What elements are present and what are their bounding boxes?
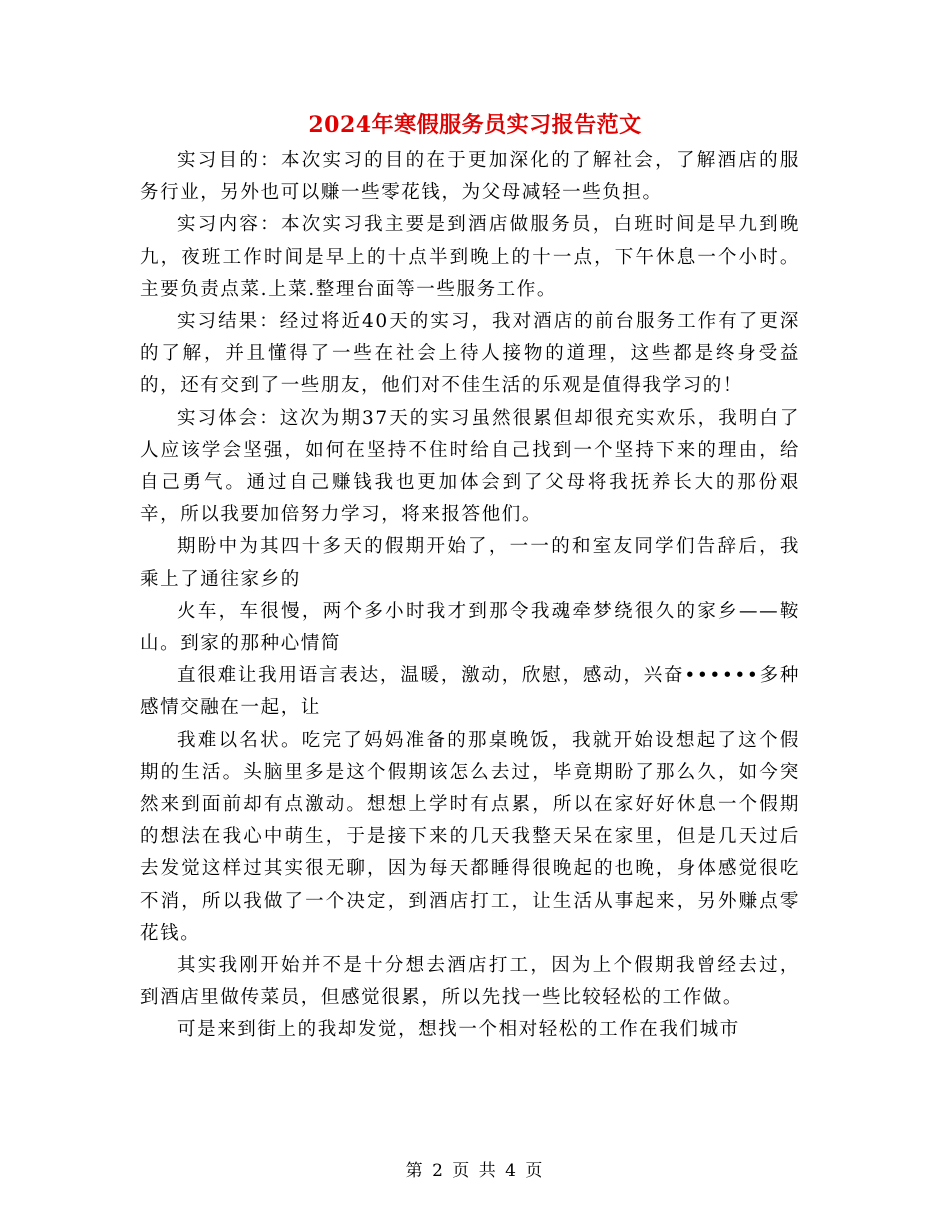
paragraph-content: 实习内容：本次实习我主要是到酒店做服务员，白班时间是早九到晚九，夜班工作时间是早上的十点半到晚上的十一点，下午休息一个小时。主要负责点菜.上菜.整理台面等一些服务工作。 (140, 214, 800, 300)
document-body (140, 145, 800, 1047)
paragraph-holiday-start: 期盼中为其四十多天的假期开始了，一一的和室友同学们告辞后，我乘上了通往家乡的 (140, 536, 800, 590)
paragraph-reflection: 实习体会：这次为期37天的实习虽然很累但却很充实欢乐，我明白了人应该学会坚强，如何在坚持不住时给自己找到一个坚持下来的理由，给自己勇气。通过自己赚钱我也更加体会到了父母将我抚养长大的那份艰辛，所以我要加倍努力学习，将来报答他们。 (140, 407, 800, 526)
paragraph-street-search: 可是来到街上的我却发觉，想找一个相对轻松的工作在我们城市 (177, 1019, 740, 1041)
paragraph-feelings: 直很难让我用语言表达，温暖，激动，欣慰，感动，兴奋••••••多种感情交融在一起，让 (140, 665, 800, 719)
document-title: 2024年寒假服务员实习报告范文 (308, 112, 642, 138)
paragraph-train: 火车，车很慢，两个多小时我才到那令我魂牵梦绕很久的家乡——鞍山。到家的那种心情简 (140, 600, 800, 655)
paragraph-purpose: 实习目的：本次实习的目的在于更加深化的了解社会，了解酒店的服务行业，另外也可以赚一些零花钱，为父母减轻一些负担。 (140, 150, 800, 204)
paragraph-hotel-work: 其实我刚开始并不是十分想去酒店打工，因为上个假期我曾经去过，到酒店里做传菜员，但感觉很累，所以先找一些比较轻松的工作做。 (140, 955, 800, 1009)
paragraph-holiday-plan: 我难以名状。吃完了妈妈准备的那桌晚饭，我就开始设想起了这个假期的生活。头脑里多是这个假期该怎么去过，毕竟期盼了那么久，如今突然来到面前却有点激动。想想上学时有点累，所以在家好好休息一个假期的想法在我心中萌生，于是接下来的几天我整天呆在家里，但是几天过后去发觉这样过其实很无聊，因为每天都睡得很晚起的也晚，身体感觉很吃不消，所以我做了一个决定，到酒店打工，让生活从事起来，另外赚点零花钱。 (140, 729, 800, 944)
paragraph-result: 实习结果：经过将近40天的实习，我对酒店的前台服务工作有了更深的了解，并且懂得了一些在社会上待人接物的道理，这些都是终身受益的，还有交到了一些朋友，他们对不佳生活的乐观是值得我学习的！ (140, 311, 800, 397)
page-number-footer: 第 2 页 共 4 页 (405, 1161, 545, 1181)
